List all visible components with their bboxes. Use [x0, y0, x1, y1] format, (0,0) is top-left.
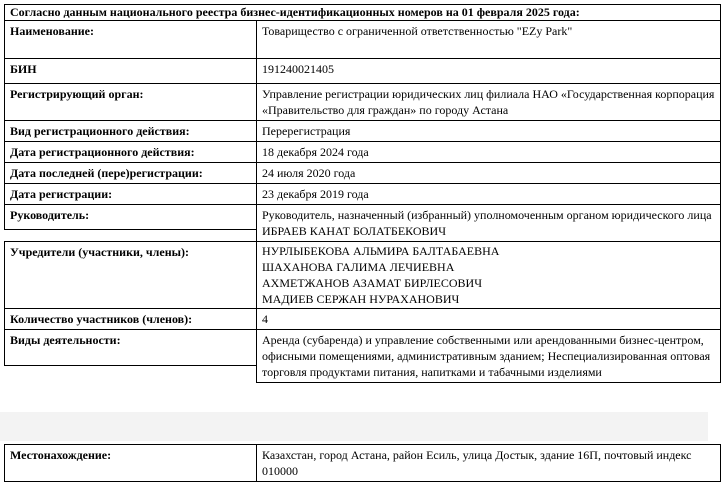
reg-action-type-label: Вид регистрационного действия:: [4, 120, 257, 142]
row-founders: [4, 241, 722, 309]
registry-table: [4, 4, 722, 383]
row-participants-count: [4, 308, 722, 330]
participants-count-label: Количество участников (членов):: [4, 308, 257, 330]
founder-name: АХМЕТЖАНОВ АЗАМАТ БИРЛЕСОВИЧ: [262, 276, 483, 290]
head-label: Руководитель:: [4, 204, 257, 230]
activities-label: Виды деятельности:: [4, 329, 257, 366]
founders-value: [256, 241, 721, 309]
head-person-name: ИБРАЕВ КАНАТ БОЛАТБЕКОВИЧ: [262, 224, 446, 238]
table-header-row: [4, 4, 722, 21]
location-label: Местонахождение:: [4, 444, 257, 482]
row-location: [4, 444, 722, 482]
reg-authority-label: Регистрирующий орган:: [4, 83, 257, 121]
row-bin: [4, 58, 722, 84]
founder-name: МАДИЕВ СЕРЖАН НУРАХАНОВИЧ: [262, 292, 460, 306]
row-name: [4, 20, 722, 59]
row-activities: [4, 329, 722, 383]
registry-header-text: Согласно данным национального реестра бизнес-идентификационных номеров на 01 февраля 2025 года:: [4, 4, 721, 21]
separator-band: [0, 412, 708, 441]
name-label: Наименование:: [4, 20, 257, 59]
bin-label: БИН: [4, 58, 257, 84]
row-reg-action-date: [4, 141, 722, 163]
founders-label: Учредители (участники, члены):: [4, 241, 257, 309]
reg-date-label: Дата регистрации:: [4, 183, 257, 205]
reg-action-date-value: 18 декабря 2024 года: [256, 141, 721, 163]
location-table: [4, 444, 722, 482]
row-reg-authority: [4, 83, 722, 121]
reg-authority-value: Управление регистрации юридических лиц филиала НАО «Государственная корпорация «Правительство для граждан» по городу Астана: [256, 83, 721, 121]
participants-count-value: 4: [256, 308, 721, 330]
location-value: Казахстан, город Астана, район Есиль, улица Достык, здание 16П, почтовый индекс 010000: [256, 444, 721, 482]
head-value: [256, 204, 721, 242]
last-rereg-date-value: 24 июля 2020 года: [256, 162, 721, 184]
founder-name: НУРЛЫБЕКОВА АЛЬМИРА БАЛТАБАЕВНА: [262, 244, 500, 258]
name-value: Товарищество с ограниченной ответственностью "EZy Park": [256, 20, 721, 59]
row-last-rereg-date: [4, 162, 722, 184]
bin-value: 191240021405: [256, 58, 721, 84]
founder-name: ШАХАНОВА ГАЛИМА ЛЕЧИЕВНА: [262, 260, 455, 274]
activities-value: Аренда (субаренда) и управление собственными или арендованными бизнес-центром, офисными помещениями, административным зданием; Неспециализированная оптовая торговля продуктами питания, напитками и табачными изделиями: [256, 329, 721, 383]
reg-action-date-label: Дата регистрационного действия:: [4, 141, 257, 163]
last-rereg-date-label: Дата последней (пере)регистрации:: [4, 162, 257, 184]
row-reg-date: [4, 183, 722, 205]
reg-action-type-value: Перерегистрация: [256, 120, 721, 142]
head-description: Руководитель, назначенный (избранный) уполномоченным органом юридического лица: [262, 208, 712, 222]
reg-date-value: 23 декабря 2019 года: [256, 183, 721, 205]
row-head: [4, 204, 722, 242]
row-reg-action-type: [4, 120, 722, 142]
